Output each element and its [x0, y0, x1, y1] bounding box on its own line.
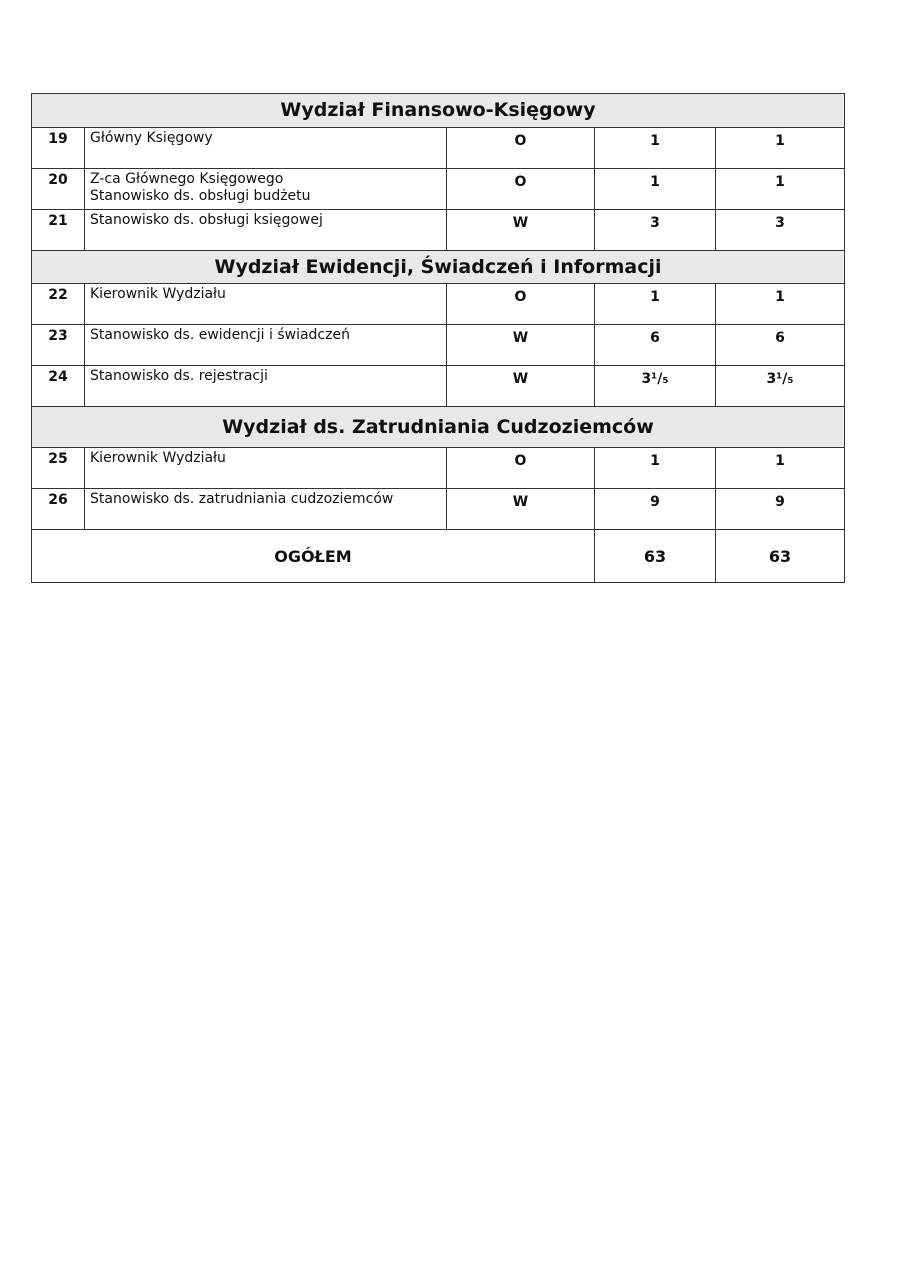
position-name: [85, 210, 447, 251]
row-number: 20: [32, 169, 85, 210]
position-name-line: Kierownik Wydziału: [90, 286, 226, 302]
count-value-1: 3¹/₅: [595, 366, 716, 407]
table-row: [32, 366, 845, 407]
section-title: Wydział Finansowo-Księgowy: [32, 94, 845, 128]
count-value-2: 6: [716, 325, 845, 366]
count-value-1: 9: [595, 489, 716, 530]
position-name-line: Główny Księgowy: [90, 130, 213, 146]
position-name: [85, 489, 447, 530]
count-value-2: 1: [716, 169, 845, 210]
count-value-1: 1: [595, 169, 716, 210]
total-row: [32, 530, 845, 583]
table-row: [32, 210, 845, 251]
table-row: [32, 448, 845, 489]
section-header: [32, 407, 845, 448]
row-number: 24: [32, 366, 85, 407]
section-title: Wydział ds. Zatrudniania Cudzoziemców: [32, 407, 845, 448]
position-type: O: [447, 284, 595, 325]
total-label: OGÓŁEM: [32, 530, 595, 583]
staffing-table: [31, 93, 845, 583]
position-name: [85, 284, 447, 325]
position-name: [85, 325, 447, 366]
count-value-1: 3: [595, 210, 716, 251]
position-name-line: Kierownik Wydziału: [90, 450, 226, 466]
count-value-2: 3: [716, 210, 845, 251]
count-value-2: 1: [716, 128, 845, 169]
position-name-line: Z-ca Głównego Księgowego: [90, 171, 284, 187]
position-name: [85, 169, 447, 210]
row-number: 22: [32, 284, 85, 325]
count-value-1: 6: [595, 325, 716, 366]
count-value-1: 1: [595, 448, 716, 489]
section-header: [32, 251, 845, 284]
position-type: W: [447, 489, 595, 530]
position-type: O: [447, 128, 595, 169]
count-value-2: 9: [716, 489, 845, 530]
count-value-2: 1: [716, 448, 845, 489]
position-name: [85, 366, 447, 407]
position-name-line: Stanowisko ds. obsługi księgowej: [90, 212, 323, 228]
table-row: [32, 325, 845, 366]
total-value-1: 63: [595, 530, 716, 583]
row-number: 21: [32, 210, 85, 251]
position-name: [85, 448, 447, 489]
position-type: W: [447, 325, 595, 366]
position-name-line: Stanowisko ds. ewidencji i świadczeń: [90, 327, 350, 343]
position-name-line: Stanowisko ds. rejestracji: [90, 368, 268, 384]
table-row: [32, 169, 845, 210]
position-type: O: [447, 448, 595, 489]
position-name-line: Stanowisko ds. obsługi budżetu: [90, 188, 311, 204]
row-number: 23: [32, 325, 85, 366]
count-value-1: 1: [595, 284, 716, 325]
position-type: W: [447, 366, 595, 407]
row-number: 26: [32, 489, 85, 530]
section-header: [32, 94, 845, 128]
row-number: 25: [32, 448, 85, 489]
row-number: 19: [32, 128, 85, 169]
count-value-2: 3¹/₅: [716, 366, 845, 407]
count-value-2: 1: [716, 284, 845, 325]
count-value-1: 1: [595, 128, 716, 169]
position-type: O: [447, 169, 595, 210]
table-row: [32, 489, 845, 530]
position-type: W: [447, 210, 595, 251]
table-row: [32, 284, 845, 325]
section-title: Wydział Ewidencji, Świadczeń i Informacji: [32, 251, 845, 284]
position-name: [85, 128, 447, 169]
table-row: [32, 128, 845, 169]
position-name-line: Stanowisko ds. zatrudniania cudzoziemców: [90, 491, 394, 507]
total-value-2: 63: [716, 530, 845, 583]
